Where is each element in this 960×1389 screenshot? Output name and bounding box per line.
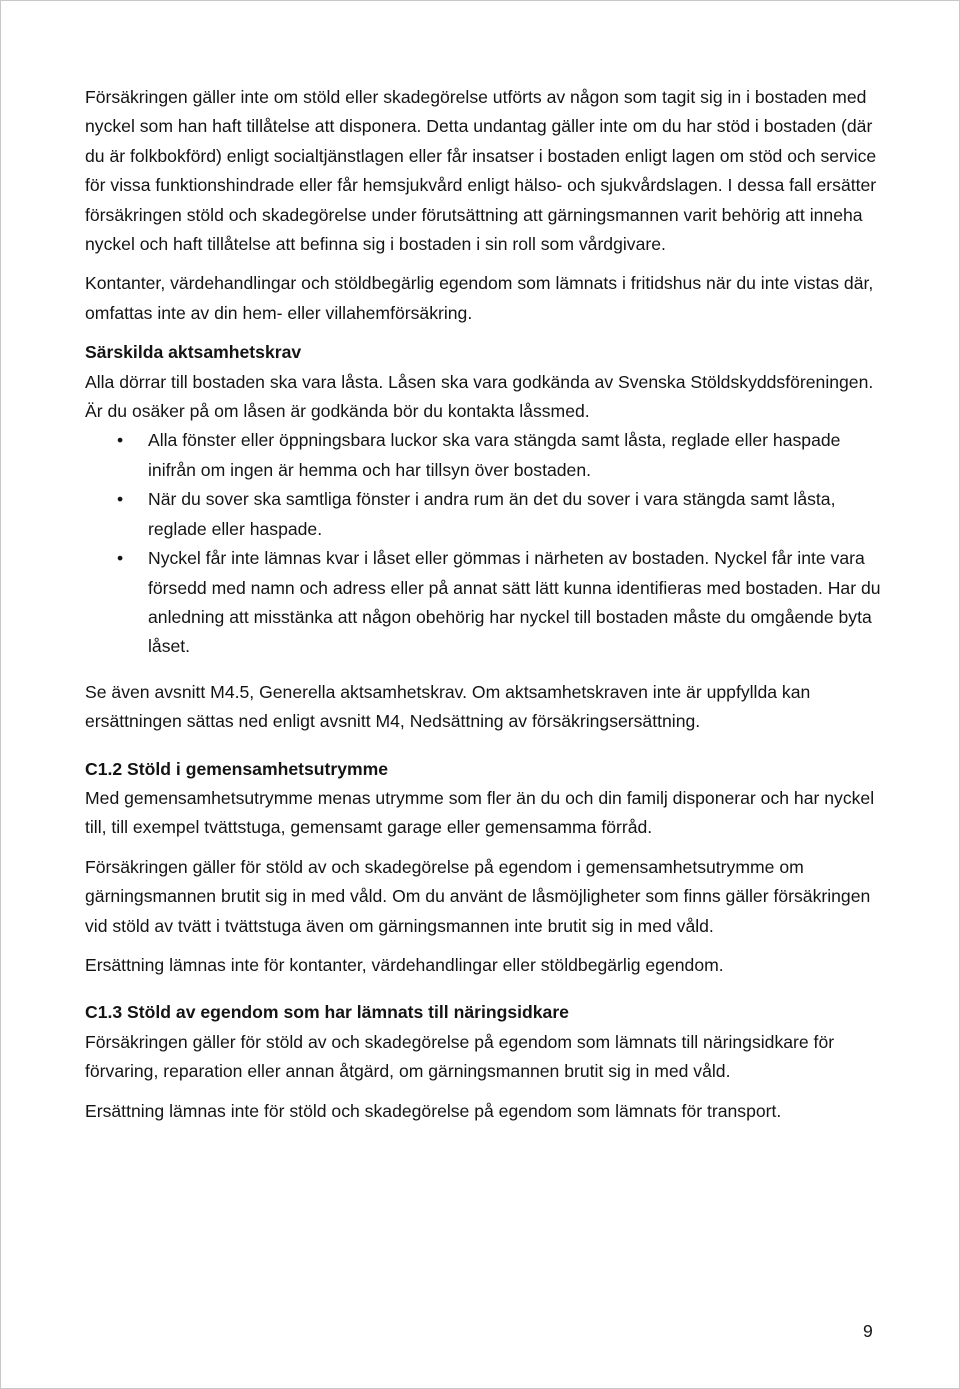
bullet-marker: • bbox=[117, 489, 124, 510]
paragraph-c1-3-coverage: Försäkringen gäller för stöld av och skadegörelse på egendom som lämnats till näringsidkare för förvaring, reparation eller annan åtgärd, om gärningsmannen brutit sig in med våld. bbox=[85, 1031, 835, 1082]
paragraph-c1-2-definition: Med gemensamhetsutrymme menas utrymme som fler än du och din familj disponerar och har nyckel till, till exempel tvättstuga, gemensamt garage eller gemensamma förråd. bbox=[85, 787, 875, 838]
requirements-list bbox=[85, 426, 885, 661]
bullet-marker: • bbox=[117, 548, 124, 569]
paragraph-key-exception-part1: Försäkringen gäller inte om stöld eller skadegörelse utförts av någon som tagit sig in i bostaden med nyckel som han haft tillåtelse att disponera. Detta undantag gäller inte om du har stöd i bostaden (där du är folkbokförd) enligt socialtjänstlagen eller får insatser i bostaden enligt lagen om stöd och service för vissa funktionshindrade eller får hemsjukvård enligt hälso- och sjukvårdslagen. bbox=[85, 87, 877, 196]
paragraph-key-exception-part2: I dessa fall ersätter försäkringen stöld och skadegörelse under förutsättning att gärningsmannen varit behörig att inneha nyckel och haft tillåtelse att befinna sig i bostaden i sin roll som vårdgivare. bbox=[85, 175, 877, 255]
heading-c1-3: C1.3 Stöld av egendom som har lämnats till näringsidkare bbox=[85, 1002, 569, 1023]
page-number: 9 bbox=[863, 1321, 873, 1341]
heading-special-requirements: Särskilda aktsamhetskrav bbox=[85, 342, 302, 363]
list-item-text: När du sover ska samtliga fönster i andra rum än det du sover i vara stängda samt låsta, reglade eller haspade. bbox=[148, 489, 836, 539]
heading-c1-2: C1.2 Stöld i gemensamhetsutrymme bbox=[85, 758, 389, 779]
list-item bbox=[85, 485, 885, 544]
list-item-text: Nyckel får inte lämnas kvar i låset eller gömmas i närheten av bostaden. Nyckel får inte vara försedd med namn och adress eller på annat sätt lätt kunna identifieras med bostaden. Har du anledning att misstänka att någon obehörig har nyckel till bostaden måste du omgående byta låset. bbox=[148, 548, 881, 657]
paragraph-doors-locked: Alla dörrar till bostaden ska vara låsta. Låsen ska vara godkända av Svenska Stöldskyddsföreningen. Är du osäker på om låsen är godkända bör du kontakta låssmed. bbox=[85, 371, 874, 422]
paragraph-c1-2-coverage: Försäkringen gäller för stöld av och skadegörelse på egendom i gemensamhetsutrymme om gärningsmannen brutit sig in med våld. Om du använt de låsmöjligheter som finns gäller försäkringen vid stöld av tvätt i tvättstuga även om gärningsmannen inte brutit sig in med våld. bbox=[85, 856, 871, 936]
paragraph-c1-2-exclusion: Ersättning lämnas inte för kontanter, värdehandlingar eller stöldbegärlig egendom. bbox=[85, 954, 724, 975]
paragraph-key-exception bbox=[85, 83, 885, 259]
paragraph-see-also: Se även avsnitt M4.5, Generella aktsamhetskrav. Om aktsamhetskraven inte är uppfyllda kan ersättningen sättas ned enligt avsnitt M4, Nedsättning av försäkringsersättning. bbox=[85, 681, 811, 732]
list-item bbox=[85, 544, 885, 662]
bullet-marker: • bbox=[117, 430, 124, 451]
paragraph-vacation-home: Kontanter, värdehandlingar och stöldbegärlig egendom som lämnats i fritidshus när du inte vistas där, omfattas inte av din hem- eller villahemförsäkring. bbox=[85, 273, 874, 323]
paragraph-c1-3-exclusion: Ersättning lämnas inte för stöld och skadegörelse på egendom som lämnats för transport. bbox=[85, 1100, 782, 1121]
list-item-text: Alla fönster eller öppningsbara luckor ska vara stängda samt låsta, reglade eller haspade inifrån om ingen är hemma och har tillsyn över bostaden. bbox=[148, 430, 841, 480]
list-item bbox=[85, 426, 885, 485]
page-content bbox=[85, 83, 885, 1136]
